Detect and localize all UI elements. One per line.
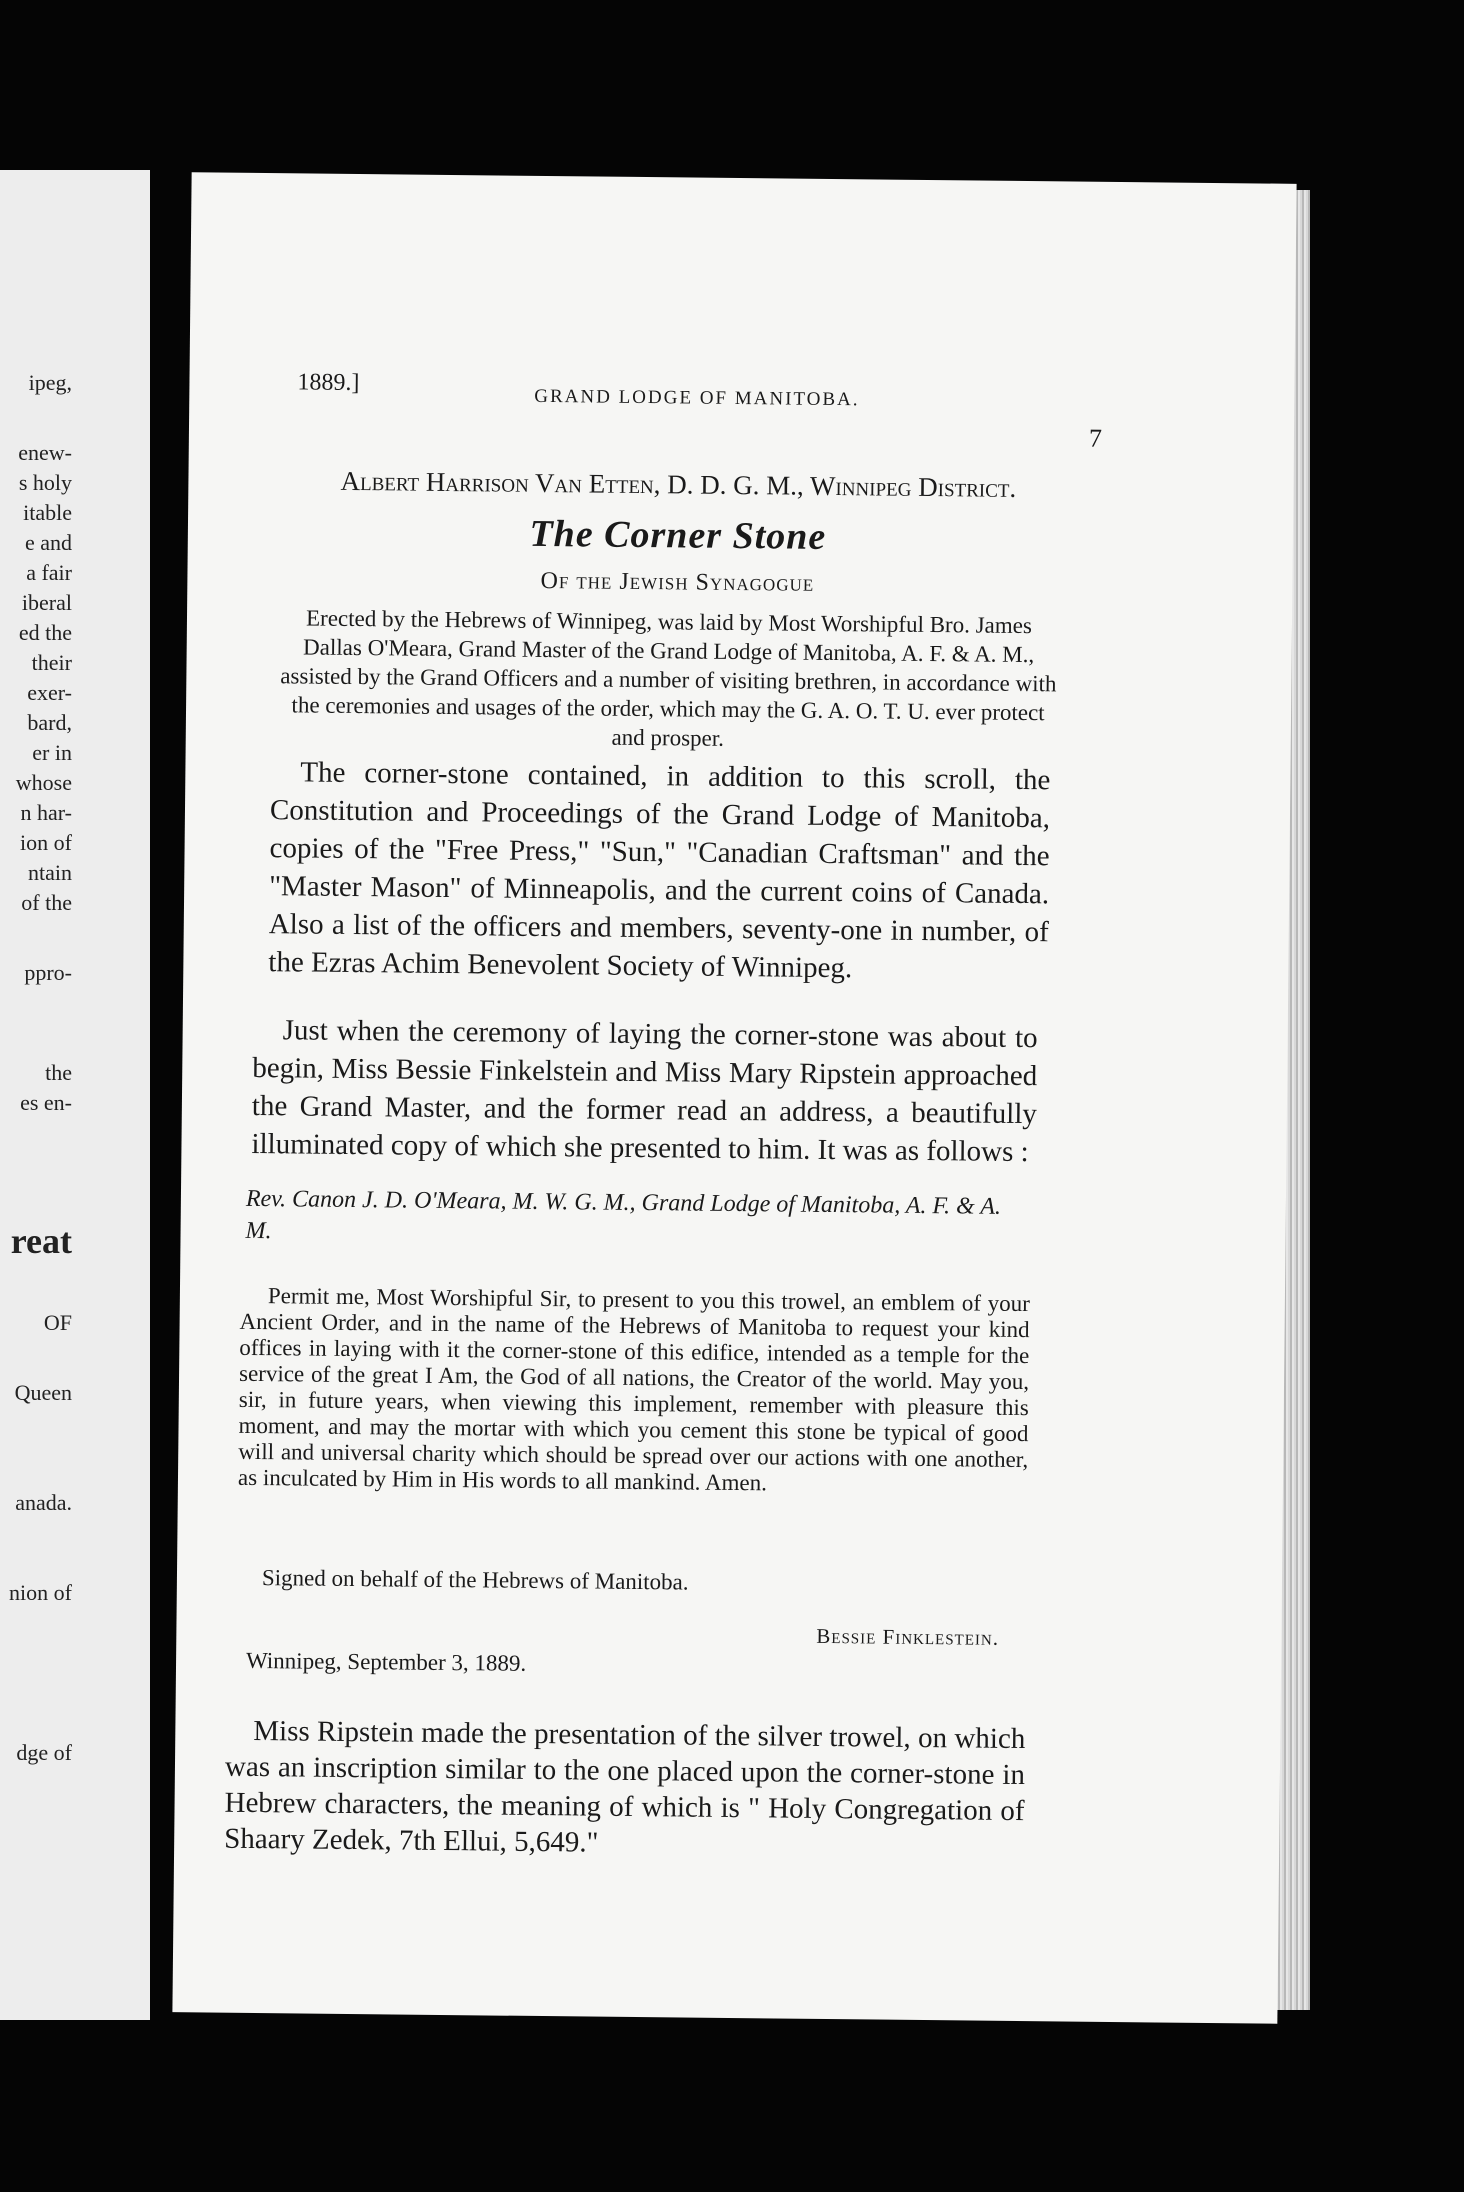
left-fragment: ion of — [20, 830, 72, 855]
facing-page-fragment — [0, 170, 150, 2020]
paragraph: Just when the ceremony of laying the corner-stone was about to begin, Miss Bessie Finkelstein and Miss Mary Ripstein approached the Grand Master, and the former read an address, a beautifully illuminated copy of which she presented to him. It was as follows : — [251, 1014, 1038, 1169]
left-fragment: itable — [23, 500, 72, 525]
left-fragment: n har- — [20, 800, 72, 825]
left-fragment: a fair — [26, 560, 72, 585]
left-fragment: dge of — [16, 1740, 72, 1765]
book-page — [172, 172, 1296, 2023]
left-fragment: bard, — [27, 710, 72, 735]
section-title: The Corner Stone — [529, 512, 827, 558]
left-fragment: exer- — [27, 680, 72, 705]
address-salutation: Rev. Canon J. D. O'Meara, M. W. G. M., Grand Lodge of Manitoba, A. F. & A. M. — [245, 1185, 1002, 1245]
left-fragment: enew- — [18, 440, 72, 465]
left-fragment: e and — [24, 530, 72, 555]
left-fragment: ipeg, — [28, 370, 72, 395]
left-fragment: iberal — [21, 590, 72, 615]
left-fragment: the — [45, 1060, 72, 1085]
left-fragment: er in — [32, 740, 72, 765]
left-fragment: of the — [21, 890, 72, 915]
left-fragment: ppro- — [24, 960, 72, 985]
left-fragment: OF — [43, 1310, 72, 1335]
header-year: 1889.] — [297, 369, 360, 397]
running-title: GRAND LODGE OF MANITOBA. — [534, 385, 860, 411]
page-number: 7 — [1088, 423, 1103, 453]
left-fragment: Queen — [14, 1380, 72, 1405]
officer-line: Albert Harrison Van Etten, D. D. G. M., Winnipeg District. — [340, 465, 1017, 503]
left-fragment: nion of — [9, 1580, 72, 1605]
dateline: Winnipeg, September 3, 1889. — [245, 1647, 527, 1676]
left-fragment: their — [31, 650, 72, 675]
scroll-inscription: Erected by the Hebrews of Winnipeg, was laid by Most Worshipful Bro. James Dallas O'Meara, Grand Master of the Grand Lodge of Manitoba, A. F. & A. M., assisted by the Grand Officers and a number of visiting brethren, in accordance with the ceremonies and usages of the order, which may the G. A. O. T. U. ever protect and prosper. — [280, 605, 1057, 751]
left-fragment: s holy — [18, 470, 72, 495]
signed-line: Signed on behalf of the Hebrews of Manitoba. — [261, 1565, 689, 1595]
signer-name: Bessie Finklestein. — [816, 1623, 1000, 1650]
paragraph: The corner-stone contained, in addition to this scroll, the Constitution and Proceedings of the Grand Lodge of Manitoba, copies of the "Free Press," "Sun," "Canadian Craftsman" and the "Master Mason" of Minneapolis, and the current coins of Canada. Also a list of the officers and members, seventy-one in number, of the Ezras Achim Benevolent Society of Winnipeg. — [268, 756, 1051, 985]
left-fragment: anada. — [15, 1490, 72, 1515]
left-fragment: whose — [15, 770, 72, 795]
address-body: Permit me, Most Worshipful Sir, to present to you this trowel, an emblem of your Ancient Order, and in the name of the Hebrews of Manitoba to request your kind offices in laying with it the corner-stone of this edifice, intended as a temple for the service of the great I Am, the God of all nations, the Creator of the world. May you, sir, in future years, when viewing this implement, remember with pleasure this moment, and may the mortar with which you cement this stone be typical of good will and universal charity which should be spread over our actions with one another, as inculcated by Him in His words to all mankind. Amen. — [237, 1283, 1030, 1496]
left-fragment: es en- — [20, 1090, 72, 1115]
left-fragment: ntain — [28, 860, 72, 885]
left-fragment: reat — [10, 1221, 72, 1261]
paragraph: Miss Ripstein made the presentation of the silver trowel, on which was an inscription similar to the one placed upon the corner-stone in Hebrew characters, the meaning of which is " Holy Congregation of Shaary Zedek, 7th Ellui, 5,649." — [224, 1714, 1026, 1859]
left-fragment: ed the — [18, 620, 72, 645]
section-subtitle: Of the Jewish Synagogue — [540, 567, 815, 597]
